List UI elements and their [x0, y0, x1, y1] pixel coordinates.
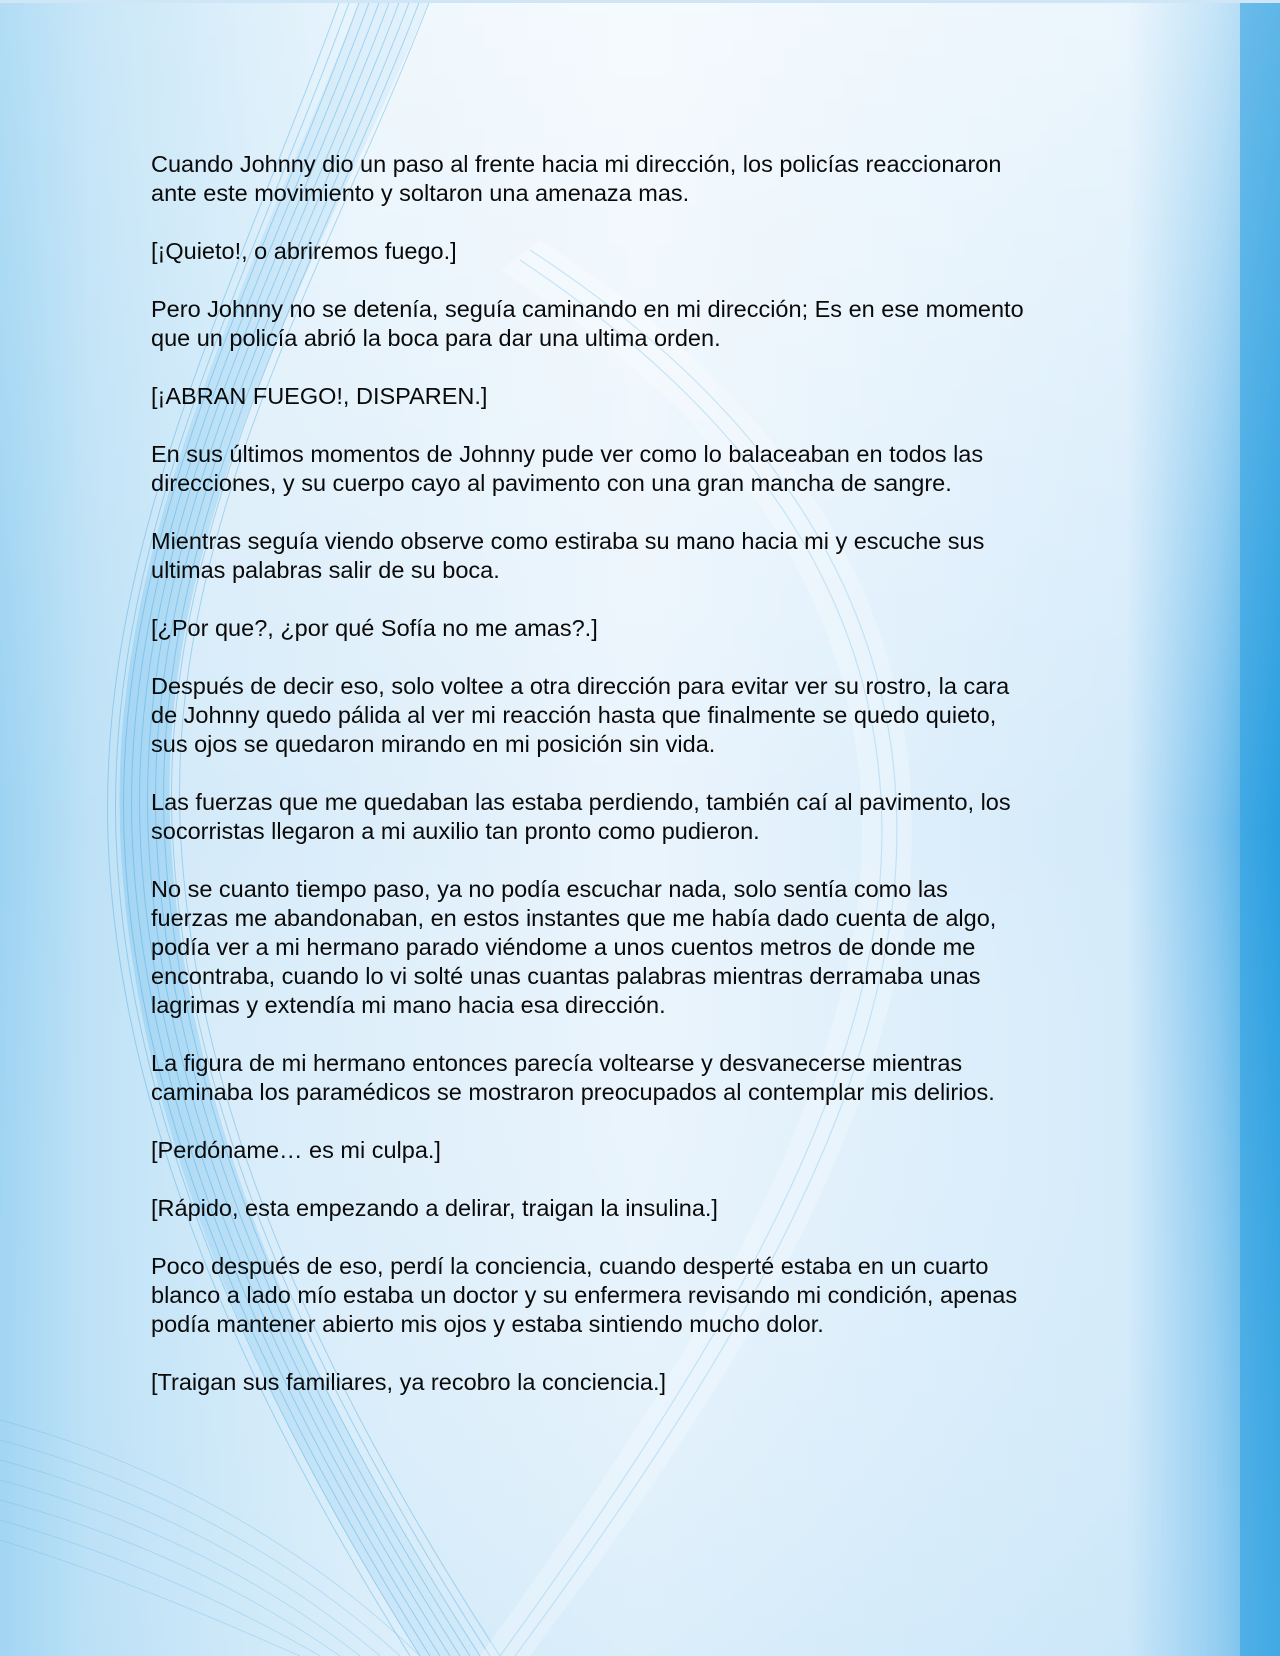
paragraph: Pero Johnny no se detenía, seguía caminando en mi dirección; Es en ese momento que un policía abrió la boca para dar una ultima orden. [151, 296, 1024, 351]
dialogue-line: [¡Quieto!, o abriremos fuego.] [151, 238, 457, 264]
paragraph: Mientras seguía viendo observe como estiraba su mano hacia mi y escuche sus ultimas palabras salir de su boca. [151, 528, 985, 583]
dialogue-line: [¿Por que?, ¿por qué Sofía no me amas?.] [151, 615, 598, 641]
paragraph: No se cuanto tiempo paso, ya no podía escuchar nada, solo sentía como las fuerzas me abandonaban, en estos instantes que me había dado cuenta de algo, podía ver a mi hermano parado viéndome a unos cuentos metros de donde me encontraba, cuando lo vi solté unas cuantas palabras mientras derramaba unas lagrimas y extendía mi mano hacia esa dirección. [151, 876, 997, 1018]
dialogue-line: [Traigan sus familiares, ya recobro la conciencia.] [151, 1369, 667, 1395]
paragraph: Después de decir eso, solo voltee a otra dirección para evitar ver su rostro, la cara de Johnny quedo pálida al ver mi reacción hasta que finalmente se quedo quieto, sus ojos se quedaron mirando en mi posición sin vida. [151, 673, 1010, 757]
top-edge-line [0, 0, 1280, 3]
paragraph: Cuando Johnny dio un paso al frente hacia mi dirección, los policías reaccionaron ante este movimiento y soltaron una amenaza mas. [151, 151, 1002, 206]
paragraph: Poco después de eso, perdí la conciencia, cuando desperté estaba en un cuarto blanco a lado mío estaba un doctor y su enfermera revisando mi condición, apenas podía mantener abierto mis ojos y estaba sintiendo mucho dolor. [151, 1253, 1018, 1337]
dialogue-line: [Perdóname… es mi culpa.] [151, 1137, 441, 1163]
right-edge-band [1240, 0, 1280, 1656]
paragraph: En sus últimos momentos de Johnny pude ver como lo balaceaban en todos las direcciones, y su cuerpo cayo al pavimento con una gran mancha de sangre. [151, 441, 984, 496]
paragraph: Las fuerzas que me quedaban las estaba perdiendo, también caí al pavimento, los socorristas llegaron a mi auxilio tan pronto como pudieron. [151, 789, 1011, 844]
paragraph: La figura de mi hermano entonces parecía voltearse y desvanecerse mientras caminaba los paramédicos se mostraron preocupados al contemplar mis delirios. [151, 1050, 995, 1105]
story-text [151, 150, 1111, 1426]
dialogue-line: [Rápido, esta empezando a delirar, traigan la insulina.] [151, 1195, 718, 1221]
dialogue-line: [¡ABRAN FUEGO!, DISPAREN.] [151, 383, 488, 409]
